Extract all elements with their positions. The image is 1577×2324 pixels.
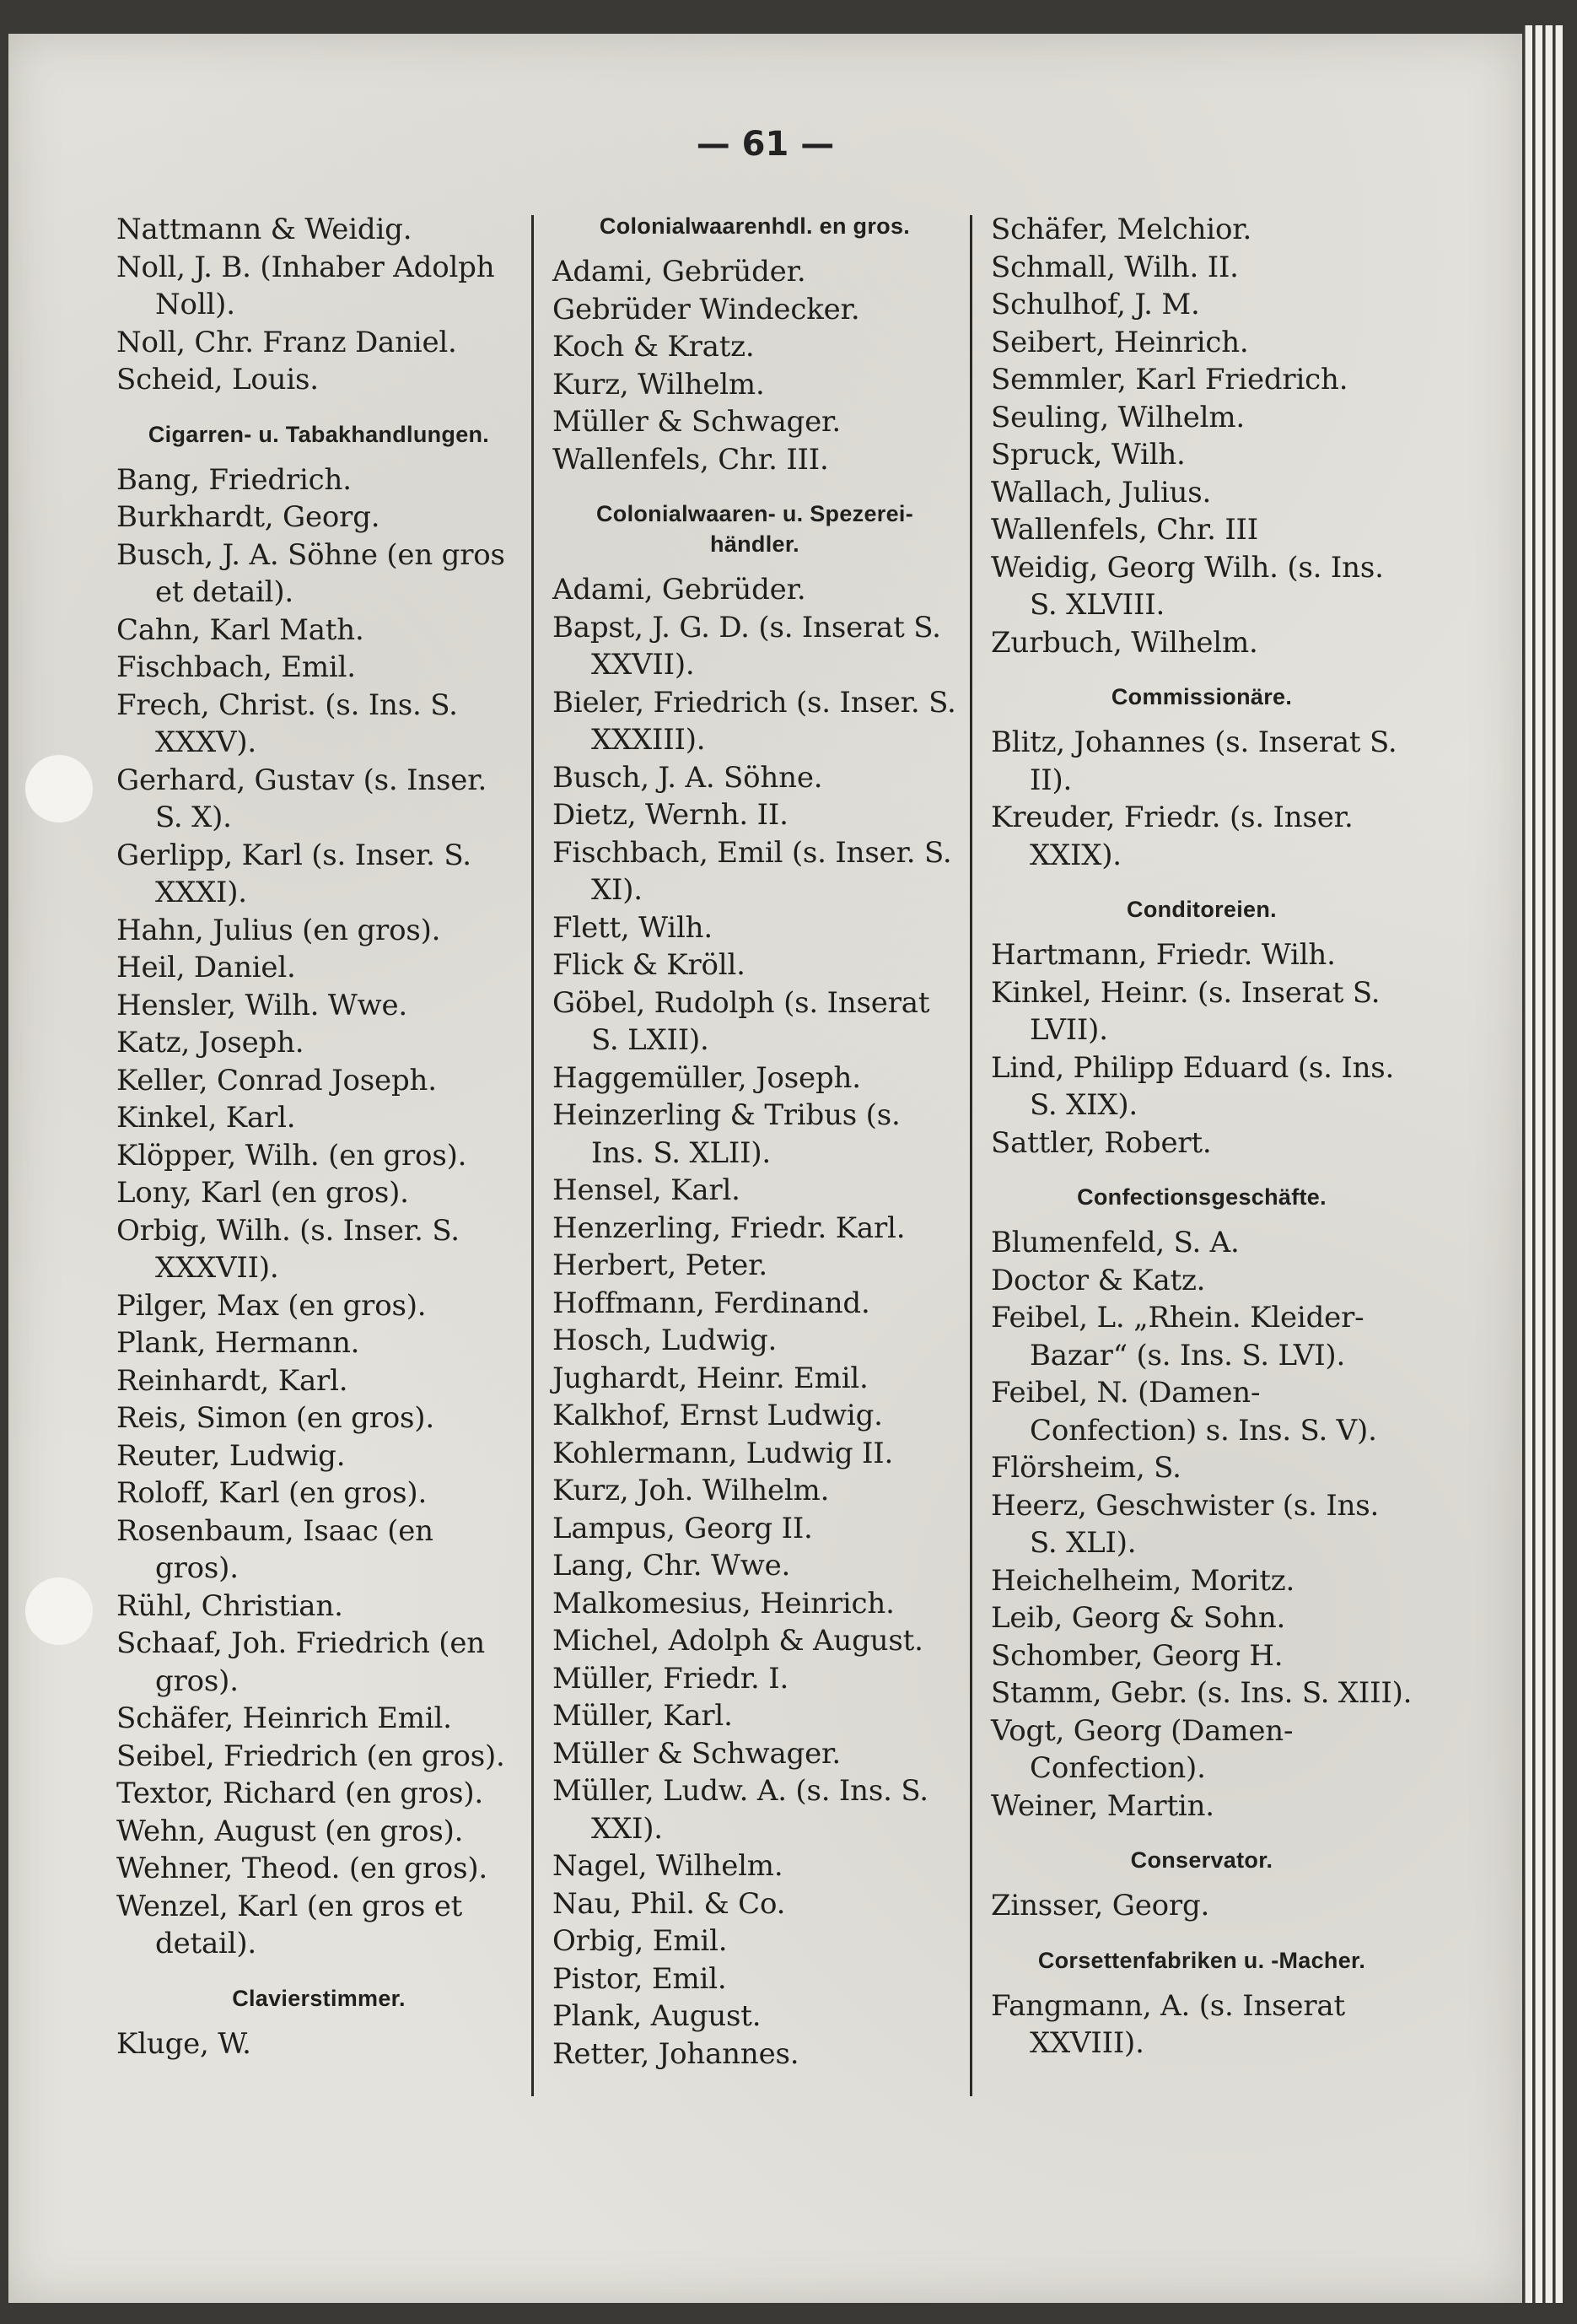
directory-entry: Zinsser, Georg. [991, 1889, 1210, 1922]
directory-entry: Blumenfeld, S. A. [991, 1226, 1240, 1259]
directory-entry: Hensler, Wilh. Wwe. [116, 988, 408, 1022]
directory-entry: Koch & Kratz. [552, 330, 755, 364]
section-heading: Conditoreien. [1127, 897, 1277, 922]
directory-entry: Hoffmann, Ferdinand. [552, 1286, 870, 1320]
directory-entry: Jughardt, Heinr. Emil. [552, 1361, 869, 1395]
page-number: — 61 — [696, 125, 835, 164]
directory-entry: Weidig, Georg Wilh. (s. Ins. S. XLVIII. [991, 550, 1384, 622]
directory-entry: Dietz, Wernh. II. [552, 798, 788, 832]
directory-entry: Flörsheim, S. [991, 1451, 1181, 1485]
section-heading: Conservator. [1130, 1847, 1273, 1873]
directory-entry: Wehner, Theod. (en gros). [116, 1852, 487, 1885]
column-divider [970, 215, 972, 2096]
directory-entry: Hosch, Ludwig. [552, 1324, 778, 1357]
directory-entry: Bapst, J. G. D. (s. Inserat S. XXVII). [552, 610, 941, 682]
directory-entry: Flick & Kröll. [552, 948, 745, 982]
directory-entry: Müller & Schwager. [552, 1736, 841, 1771]
directory-entry: Kluge, W. [116, 2026, 251, 2061]
directory-entry: Hahn, Julius (en gros). [116, 913, 441, 947]
punch-hole [25, 755, 93, 822]
directory-entry: Noll, J. B. (Inhaber Adolph Noll). [116, 250, 495, 321]
directory-entry: Michel, Adolph & August. [552, 1624, 923, 1658]
directory-entry: Feibel, L. „Rhein. Kleider-Bazar“ (s. Ins. S. LVI). [991, 1301, 1364, 1372]
directory-entry: Adami, Gebrüder. [552, 573, 806, 607]
directory-entry: Pistor, Emil. [552, 1961, 727, 1996]
directory-entry: Rühl, Christian. [116, 1588, 343, 1623]
directory-entry: Plank, August. [552, 1999, 762, 2033]
directory-entry: Bieler, Friedrich (s. Inser. S. XXXIII). [552, 685, 956, 757]
directory-entry: Kurz, Wilhelm. [552, 367, 765, 402]
directory-entry: Haggemüller, Joseph. [552, 1060, 861, 1095]
directory-entry: Fischbach, Emil (s. Inser. S. XI). [552, 835, 952, 907]
directory-entry: Rosenbaum, Isaac (en gros). [116, 1513, 433, 1585]
directory-entry: Hensel, Karl. [552, 1173, 740, 1207]
punch-hole [25, 1577, 93, 1645]
directory-entry: Busch, J. A. Söhne (en gros et detail). [116, 537, 505, 609]
directory-entry: Feibel, N. (Damen-Confection) s. Ins. S. V). [991, 1376, 1377, 1448]
page-edge-2 [1535, 25, 1542, 2303]
page-edge-4 [1555, 25, 1563, 2303]
directory-entry: Noll, Chr. Franz Daniel. [116, 325, 457, 359]
directory-entry: Busch, J. A. Söhne. [552, 760, 823, 795]
directory-entry: Kinkel, Heinr. (s. Inserat S. LVII). [991, 975, 1381, 1047]
directory-entry: Scheid, Louis. [116, 363, 319, 396]
directory-entry: Textor, Richard (en gros). [116, 1777, 484, 1810]
directory-entry: Semmler, Karl Friedrich. [991, 363, 1348, 396]
directory-entry: Nagel, Wilhelm. [552, 1849, 783, 1883]
directory-entry: Vogt, Georg (Damen-Confection). [991, 1713, 1294, 1785]
directory-entry: Sattler, Robert. [991, 1125, 1212, 1160]
directory-entry: Doctor & Katz. [991, 1263, 1206, 1297]
page-edge-3 [1545, 25, 1553, 2303]
directory-entry: Lind, Philipp Eduard (s. Ins. S. XIX). [991, 1050, 1395, 1122]
directory-entry: Lony, Karl (en gros). [116, 1176, 409, 1210]
directory-entry: Heil, Daniel. [116, 951, 296, 984]
directory-entry: Schäfer, Melchior. [991, 213, 1252, 246]
directory-entry: Müller, Friedr. I. [552, 1661, 789, 1696]
directory-entry: Reinhardt, Karl. [116, 1363, 348, 1398]
directory-entry: Lampus, Georg II. [552, 1511, 813, 1545]
directory-column-2 [552, 211, 957, 2073]
directory-entry: Schmall, Wilh. II. [991, 250, 1239, 284]
directory-entry: Schäfer, Heinrich Emil. [116, 1701, 452, 1735]
directory-entry: Reuter, Ludwig. [116, 1438, 346, 1473]
directory-entry: Heichelheim, Moritz. [991, 1563, 1295, 1598]
section-heading: Commissionäre. [1111, 684, 1293, 709]
directory-entry: Müller, Ludw. A. (s. Ins. S. XXI). [552, 1774, 928, 1846]
directory-entry: Katz, Joseph. [116, 1026, 304, 1060]
directory-entry: Schomber, Georg H. [991, 1638, 1284, 1673]
directory-entry: Weiner, Martin. [991, 1788, 1214, 1823]
column-divider [531, 215, 534, 2096]
directory-entry: Kohlermann, Ludwig II. [552, 1436, 894, 1470]
section-heading: Colonialwaaren- u. Spezerei-händler. [596, 501, 913, 557]
directory-entry: Kreuder, Friedr. (s. Inser. XXIX). [991, 801, 1354, 872]
directory-entry: Nau, Phil. & Co. [552, 1886, 786, 1921]
section-heading: Corsettenfabriken u. -Macher. [1037, 1947, 1366, 1973]
directory-entry: Burkhardt, Georg. [116, 500, 380, 534]
directory-entry: Orbig, Emil. [552, 1924, 728, 1958]
directory-entry: Seuling, Wilhelm. [991, 400, 1245, 434]
directory-entry: Seibel, Friedrich (en gros). [116, 1739, 505, 1773]
directory-entry: Müller & Schwager. [552, 405, 841, 439]
directory-entry: Gerlipp, Karl (s. Inser. S. XXXI). [116, 838, 471, 909]
directory-entry: Zurbuch, Wilhelm. [991, 625, 1258, 660]
directory-entry: Wallenfels, Chr. III [991, 513, 1259, 547]
directory-entry: Wenzel, Karl (en gros et detail). [116, 1889, 463, 1960]
directory-entry: Henzerling, Friedr. Karl. [552, 1211, 906, 1245]
section-heading: Colonialwaarenhdl. en gros. [599, 213, 911, 239]
directory-entry: Stamm, Gebr. (s. Ins. S. XIII). [991, 1676, 1413, 1710]
directory-column-3 [991, 211, 1413, 2062]
directory-entry: Bang, Friedrich. [116, 462, 352, 497]
directory-entry: Gerhard, Gustav (s. Inser. S. X). [116, 763, 487, 834]
directory-entry: Retter, Johannes. [552, 2036, 799, 2071]
section-heading: Clavierstimmer. [232, 1985, 406, 2011]
directory-entry: Lang, Chr. Wwe. [552, 1549, 791, 1583]
directory-entry: Heerz, Geschwister (s. Ins. S. XLI). [991, 1488, 1380, 1560]
directory-entry: Spruck, Wilh. [991, 438, 1186, 472]
directory-entry: Roloff, Karl (en gros). [116, 1476, 428, 1510]
book-page [8, 34, 1522, 2303]
directory-entry: Nattmann & Weidig. [116, 213, 412, 246]
directory-entry: Leib, Georg & Sohn. [991, 1601, 1286, 1635]
directory-entry: Malkomesius, Heinrich. [552, 1586, 895, 1620]
directory-entry: Cahn, Karl Math. [116, 612, 364, 647]
directory-entry: Blitz, Johannes (s. Inserat S. II). [991, 725, 1397, 797]
directory-entry: Pilger, Max (en gros). [116, 1288, 427, 1323]
page-edge-1 [1525, 25, 1532, 2303]
directory-entry: Schulhof, J. M. [991, 288, 1200, 321]
directory-column-1 [116, 211, 521, 2062]
directory-entry: Gebrüder Windecker. [552, 292, 860, 326]
directory-entry: Flett, Wilh. [552, 910, 713, 945]
directory-entry: Plank, Hermann. [116, 1326, 360, 1360]
directory-entry: Seibert, Heinrich. [991, 325, 1249, 359]
directory-entry: Reis, Simon (en gros). [116, 1401, 434, 1435]
directory-entry: Herbert, Peter. [552, 1248, 768, 1282]
directory-entry: Kinkel, Karl. [116, 1101, 296, 1135]
directory-entry: Heinzerling & Tribus (s. Ins. S. XLII). [552, 1098, 901, 1170]
directory-entry: Fangmann, A. (s. Inserat XXVIII). [991, 1988, 1345, 2060]
section-heading: Cigarren- u. Tabakhandlungen. [148, 421, 490, 447]
directory-entry: Göbel, Rudolph (s. Inserat S. LXII). [552, 985, 930, 1057]
directory-entry: Kalkhof, Ernst Ludwig. [552, 1399, 883, 1432]
directory-entry: Kurz, Joh. Wilhelm. [552, 1474, 830, 1507]
directory-entry: Wallach, Julius. [991, 475, 1212, 510]
directory-entry: Orbig, Wilh. (s. Inser. S. XXXVII). [116, 1213, 460, 1285]
directory-entry: Hartmann, Friedr. Wilh. [991, 938, 1336, 972]
section-heading: Confectionsgeschäfte. [1077, 1184, 1327, 1210]
directory-entry: Müller, Karl. [552, 1699, 733, 1733]
directory-entry: Adami, Gebrüder. [552, 255, 806, 288]
directory-entry: Wallenfels, Chr. III. [552, 442, 829, 477]
directory-entry: Frech, Christ. (s. Ins. S. XXXV). [116, 687, 458, 759]
directory-entry: Keller, Conrad Joseph. [116, 1063, 437, 1097]
directory-entry: Klöpper, Wilh. (en gros). [116, 1138, 467, 1173]
directory-entry: Wehn, August (en gros). [116, 1814, 464, 1848]
directory-entry: Fischbach, Emil. [116, 650, 356, 684]
directory-entry: Schaaf, Joh. Friedrich (en gros). [116, 1626, 485, 1698]
